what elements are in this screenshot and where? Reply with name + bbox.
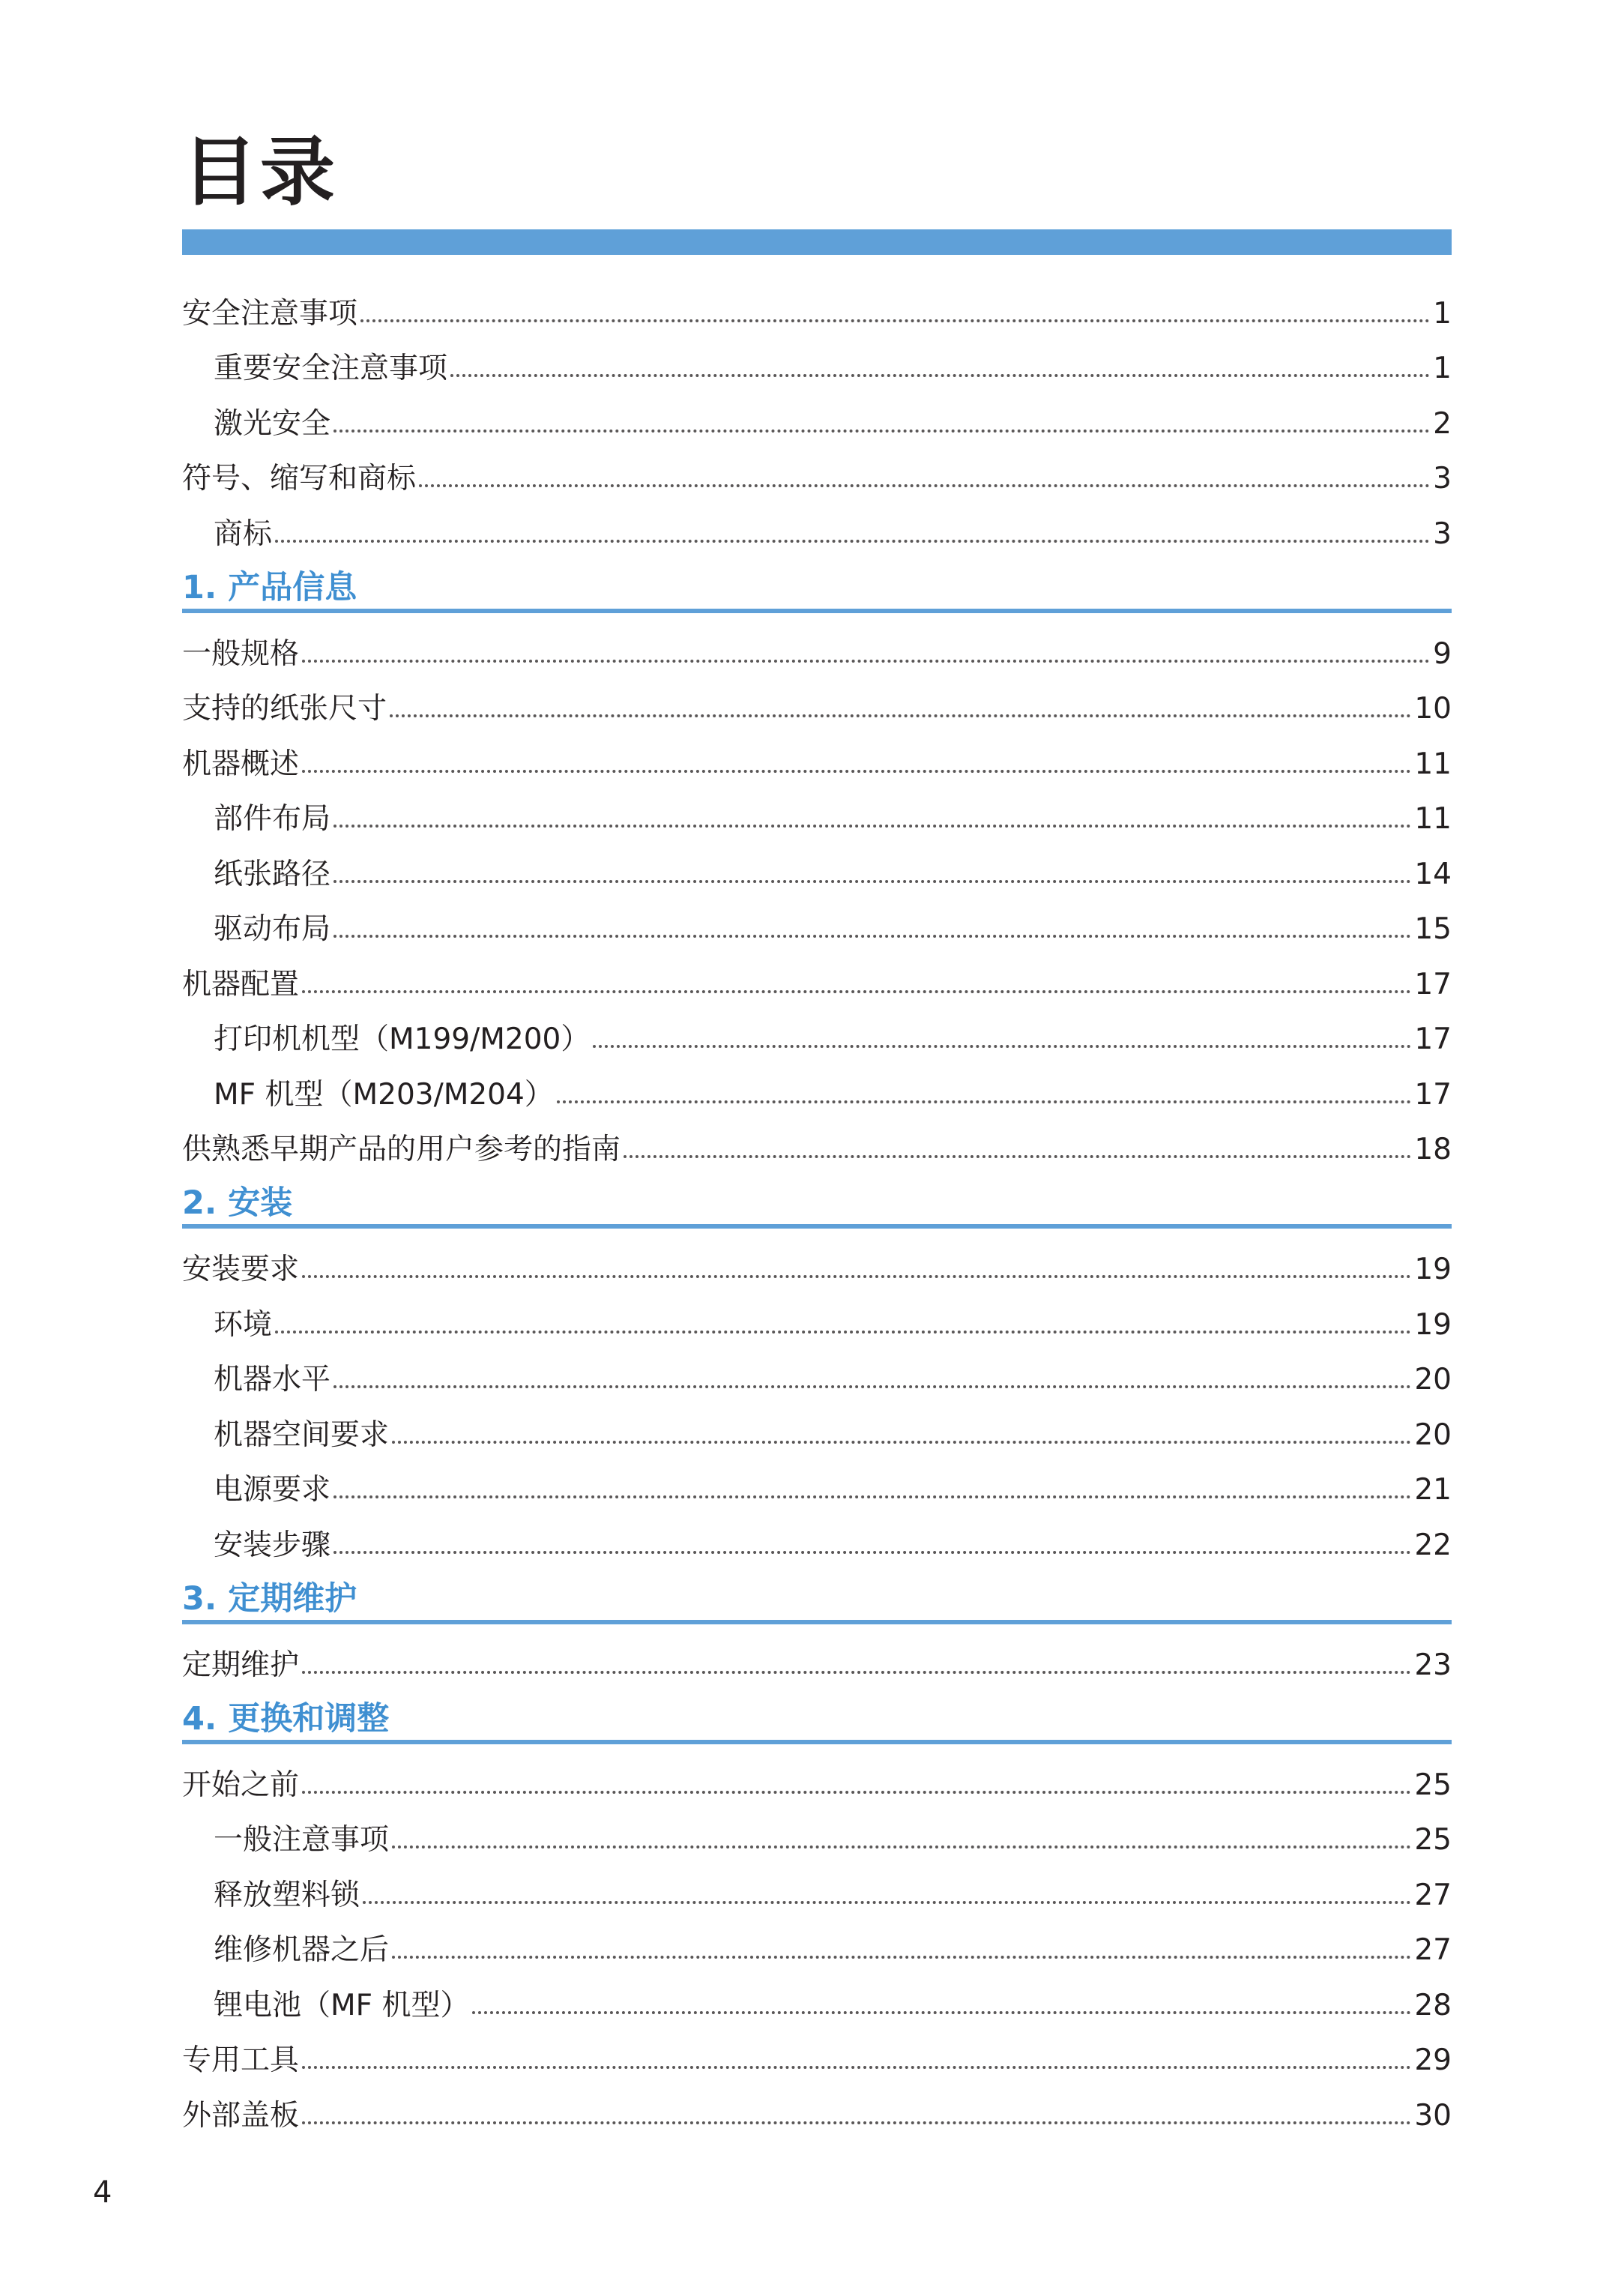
toc-page-number[interactable]: 20: [1414, 1363, 1452, 1396]
toc-page-number[interactable]: 23: [1414, 1648, 1452, 1682]
toc-page-number[interactable]: 3: [1433, 462, 1452, 495]
table-of-contents: [182, 276, 1452, 2133]
dot-leader: [302, 1791, 1411, 1794]
toc-subentry[interactable]: [182, 1968, 1452, 2023]
toc-page-number[interactable]: 14: [1414, 857, 1452, 891]
dot-leader: [593, 1045, 1411, 1048]
toc-entry[interactable]: [182, 2023, 1452, 2079]
toc-entry[interactable]: [182, 613, 1452, 672]
toc-entry-title[interactable]: 供熟悉早期产品的用户参考的指南: [182, 1133, 621, 1166]
dot-leader: [333, 1551, 1411, 1554]
toc-entry-title[interactable]: 支持的纸张尺寸: [182, 692, 387, 726]
toc-page-number[interactable]: 27: [1414, 1933, 1452, 1967]
chapter-heading[interactable]: [182, 1167, 1452, 1229]
toc-entry-title[interactable]: 开始之前: [182, 1768, 300, 1802]
toc-entry-title[interactable]: 安装步骤: [214, 1528, 331, 1562]
dot-leader: [333, 825, 1411, 828]
dot-leader: [302, 1275, 1411, 1278]
chapter-heading[interactable]: [182, 1563, 1452, 1624]
toc-entry[interactable]: [182, 1112, 1452, 1168]
toc-entry-title[interactable]: 一般规格: [182, 636, 300, 671]
dot-leader: [333, 1385, 1411, 1388]
toc-page-number[interactable]: 30: [1414, 2098, 1452, 2133]
toc-subentry[interactable]: [182, 782, 1452, 837]
dot-leader: [333, 430, 1430, 433]
toc-entry-title[interactable]: 驱动布局: [214, 912, 331, 946]
dot-leader: [302, 2121, 1411, 2124]
dot-leader: [360, 319, 1430, 322]
toc-entry-title[interactable]: 释放塑料锁: [214, 1878, 360, 1912]
toc-entry-title[interactable]: 商标: [214, 516, 273, 551]
dot-leader: [557, 1100, 1412, 1103]
toc-entry[interactable]: [182, 672, 1452, 727]
toc-entry-title[interactable]: 维修机器之后: [214, 1933, 390, 1967]
toc-entry-title[interactable]: 机器水平: [214, 1363, 331, 1396]
toc-page-number[interactable]: 10: [1414, 692, 1452, 726]
dot-leader: [275, 540, 1430, 543]
toc-page-number[interactable]: 21: [1414, 1473, 1452, 1507]
toc-page-number[interactable]: 1: [1433, 352, 1452, 385]
toc-page-number[interactable]: 29: [1414, 2043, 1452, 2077]
toc-entry-title[interactable]: 电源要求: [214, 1473, 331, 1507]
toc-page-number[interactable]: 15: [1414, 912, 1452, 946]
toc-subentry[interactable]: [182, 1913, 1452, 1968]
toc-entry-title[interactable]: 部件布局: [214, 802, 331, 836]
chapter-title[interactable]: 1. 产品信息: [182, 568, 357, 606]
toc-entry[interactable]: [182, 276, 1452, 331]
dot-leader: [275, 1331, 1411, 1334]
toc-entry[interactable]: [182, 2078, 1452, 2133]
dot-leader: [333, 1495, 1411, 1498]
dot-leader: [390, 714, 1411, 717]
toc-entry-title[interactable]: 符号、缩写和商标: [182, 462, 417, 495]
toc-subentry[interactable]: [182, 1057, 1452, 1112]
toc-entry-title[interactable]: 激光安全: [214, 406, 331, 441]
toc-subentry[interactable]: [182, 1803, 1452, 1858]
dot-leader: [302, 660, 1430, 663]
chapter-rule: [182, 609, 1452, 613]
toc-entry-title[interactable]: 机器空间要求: [214, 1417, 390, 1452]
toc-page-number[interactable]: 17: [1414, 967, 1452, 1001]
toc-page-number[interactable]: 20: [1414, 1417, 1452, 1452]
toc-entry-title[interactable]: 专用工具: [182, 2043, 300, 2077]
toc-entry-title[interactable]: 打印机机型（M199/M200）: [214, 1022, 591, 1056]
toc-page-number[interactable]: 11: [1414, 747, 1452, 781]
dot-leader: [302, 1671, 1411, 1674]
dot-leader: [333, 935, 1411, 938]
toc-entry-title[interactable]: 机器配置: [182, 967, 300, 1001]
dot-leader: [392, 1956, 1411, 1959]
toc-entry[interactable]: [182, 726, 1452, 782]
dot-leader: [392, 1441, 1411, 1444]
chapter-heading[interactable]: [182, 552, 1452, 613]
toc-page-number[interactable]: 11: [1414, 802, 1452, 836]
toc-subentry[interactable]: [182, 892, 1452, 947]
toc-subentry[interactable]: [182, 1453, 1452, 1508]
chapter-heading[interactable]: [182, 1683, 1452, 1744]
toc-subentry[interactable]: [182, 1857, 1452, 1913]
toc-page-number[interactable]: 19: [1414, 1253, 1452, 1286]
chapter-title[interactable]: 2. 安装: [182, 1184, 293, 1222]
dot-leader: [302, 990, 1411, 993]
toc-subentry[interactable]: [182, 1287, 1452, 1343]
toc-entry-title[interactable]: 安装要求: [182, 1253, 300, 1286]
toc-entry[interactable]: [182, 1229, 1452, 1287]
toc-page-number[interactable]: 18: [1414, 1133, 1452, 1166]
toc-page-number[interactable]: 9: [1433, 636, 1452, 671]
toc-page-number[interactable]: 25: [1414, 1823, 1452, 1857]
chapter-rule: [182, 1740, 1452, 1744]
chapter-title[interactable]: 3. 定期维护: [182, 1579, 357, 1618]
toc-entry-title[interactable]: 重要安全注意事项: [214, 352, 448, 385]
toc-entry[interactable]: [182, 947, 1452, 1002]
chapter-title[interactable]: 4. 更换和调整: [182, 1699, 390, 1738]
toc-page-number[interactable]: 17: [1414, 1077, 1452, 1112]
dot-leader: [472, 2011, 1411, 2014]
toc-entry[interactable]: [182, 1744, 1452, 1803]
toc-entry-title[interactable]: MF 机型（M203/M204）: [214, 1077, 554, 1112]
toc-page-number[interactable]: 25: [1414, 1768, 1452, 1802]
toc-page-number[interactable]: 3: [1433, 516, 1452, 551]
dot-leader: [392, 1845, 1411, 1848]
toc-entry-title[interactable]: 纸张路径: [214, 857, 331, 891]
toc-subentry[interactable]: [182, 1507, 1452, 1563]
chapter-rule: [182, 1224, 1452, 1229]
title-rule: [182, 229, 1452, 255]
page-title: 目录: [182, 128, 338, 216]
toc-subentry[interactable]: [182, 1397, 1452, 1453]
dot-leader: [302, 770, 1411, 773]
toc-subentry[interactable]: [182, 496, 1452, 552]
page-number: 4: [93, 2175, 112, 2210]
toc-entry-title[interactable]: 外部盖板: [182, 2098, 300, 2133]
toc-page-number[interactable]: 22: [1414, 1528, 1452, 1562]
toc-entry-title[interactable]: 锂电池（MF 机型）: [214, 1988, 470, 2022]
toc-page-number[interactable]: 19: [1414, 1307, 1452, 1342]
dot-leader: [302, 2066, 1411, 2069]
toc-entry[interactable]: [182, 442, 1452, 497]
toc-page-number[interactable]: 2: [1433, 406, 1452, 441]
toc-subentry[interactable]: [182, 837, 1452, 892]
toc-entry-title[interactable]: 环境: [214, 1307, 273, 1342]
toc-entry-title[interactable]: 一般注意事项: [214, 1823, 390, 1857]
toc-entry-title[interactable]: 定期维护: [182, 1648, 300, 1682]
toc-subentry[interactable]: [182, 386, 1452, 442]
toc-subentry[interactable]: [182, 1002, 1452, 1058]
toc-page-number[interactable]: 28: [1414, 1988, 1452, 2022]
chapter-rule: [182, 1620, 1452, 1624]
dot-leader: [419, 484, 1430, 487]
toc-entry-title[interactable]: 安全注意事项: [182, 296, 358, 331]
toc-subentry[interactable]: [182, 1343, 1452, 1398]
dot-leader: [333, 880, 1411, 883]
toc-entry[interactable]: [182, 1624, 1452, 1683]
dot-leader: [363, 1901, 1411, 1904]
toc-page-number[interactable]: 27: [1414, 1878, 1452, 1912]
toc-page-number[interactable]: 1: [1433, 296, 1452, 331]
toc-subentry[interactable]: [182, 331, 1452, 387]
dot-leader: [450, 374, 1430, 377]
toc-page-number[interactable]: 17: [1414, 1022, 1452, 1056]
toc-entry-title[interactable]: 机器概述: [182, 747, 300, 781]
dot-leader: [624, 1155, 1411, 1158]
